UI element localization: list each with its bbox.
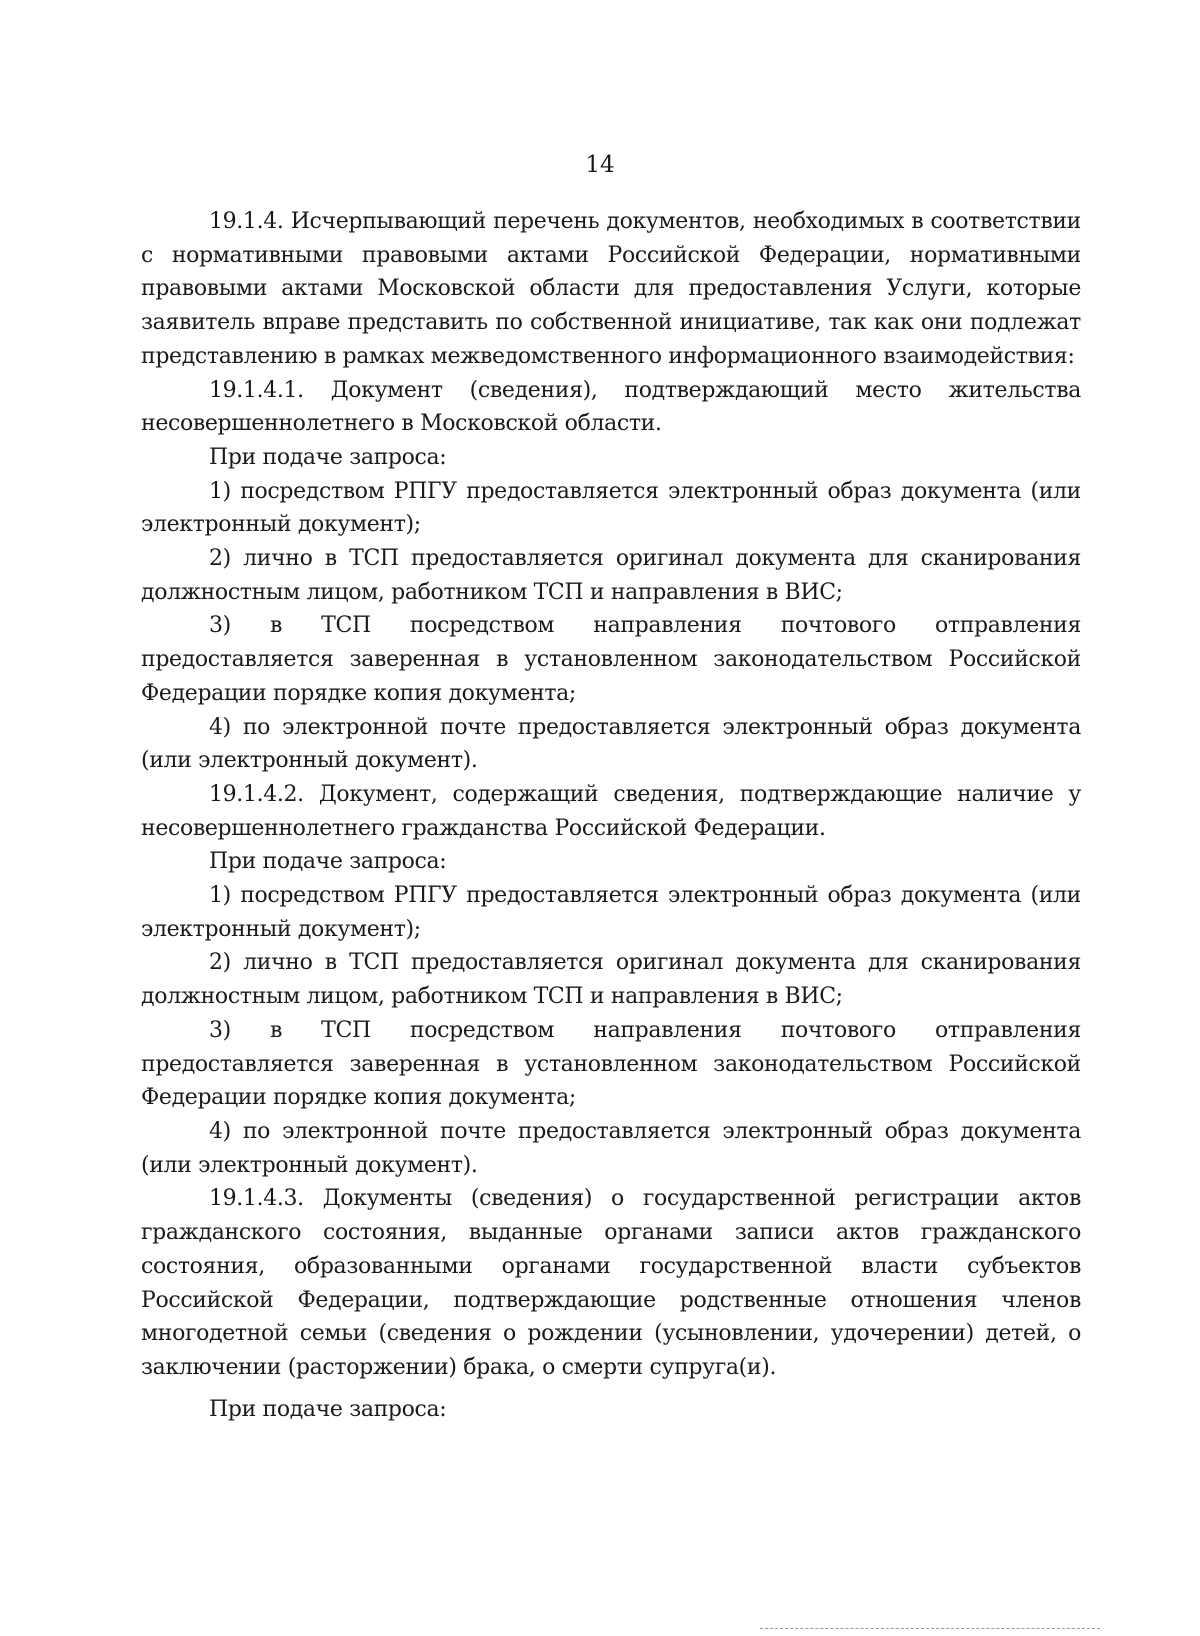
- document-body: [141, 205, 1081, 1426]
- paragraph-request-heading: При подаче запроса:: [209, 444, 447, 470]
- paragraph-request-heading: При подаче запроса:: [209, 1396, 447, 1422]
- page-number: 14: [585, 152, 615, 178]
- list-item: 4) по электронной почте предоставляется электронный образ документа (или электронный документ).: [141, 1118, 1081, 1178]
- paragraph-request-heading: При подаче запроса:: [209, 849, 447, 875]
- paragraph-19-1-4-1: 19.1.4.1. Документ (сведения), подтверждающий место жительства несовершеннолетнего в Московской области.: [141, 377, 1081, 437]
- paragraph-19-1-4-2: 19.1.4.2. Документ, содержащий сведения, подтверждающие наличие у несовершеннолетнего гражданства Российской Федерации.: [141, 781, 1081, 841]
- list-item: 2) лично в ТСП предоставляется оригинал документа для сканирования должностным лицом, работником ТСП и направления в ВИС;: [141, 546, 1081, 605]
- list-item: 3) в ТСП посредством направления почтового отправления предоставляется заверенная в установленном законодательством Российской Федерации порядке копия документа;: [141, 613, 1081, 706]
- paragraph-19-1-4-3: 19.1.4.3. Документы (сведения) о государственной регистрации актов гражданского состояния, выданные органами записи актов гражданского состояния, образованными органами государственной власти субъектов Российской Федерации, подтверждающие родственные отношения членов многодетной семьи (сведения о рождении (усыновлении, удочерении) детей, о заключении (расторжении) брака, о смерти супруга(и).: [141, 1186, 1081, 1380]
- list-item: 2) лично в ТСП предоставляется оригинал документа для сканирования должностным лицом, работником ТСП и направления в ВИС;: [141, 950, 1081, 1010]
- list-item: 1) посредством РПГУ предоставляется электронный образ документа (или электронный документ);: [141, 478, 1081, 538]
- list-item: 3) в ТСП посредством направления почтового отправления предоставляется заверенная в установленном законодательством Российской Федерации порядке копия документа;: [141, 1017, 1081, 1111]
- paragraph-19-1-4: 19.1.4. Исчерпывающий перечень документов, необходимых в соответствии с нормативными правовыми актами Российской Федерации, нормативными правовыми актами Московской области для предоставления Услуги, которые заявитель вправе представить по собственной инициативе, так как они подлежат представлению в рамках межведомственного информационного взаимодействия:: [141, 209, 1081, 369]
- list-item: 4) по электронной почте предоставляется электронный образ документа (или электронный документ).: [141, 714, 1081, 774]
- scan-edge-line: [760, 1628, 1100, 1630]
- list-item: 1) посредством РПГУ предоставляется электронный образ документа (или электронный документ);: [141, 883, 1081, 942]
